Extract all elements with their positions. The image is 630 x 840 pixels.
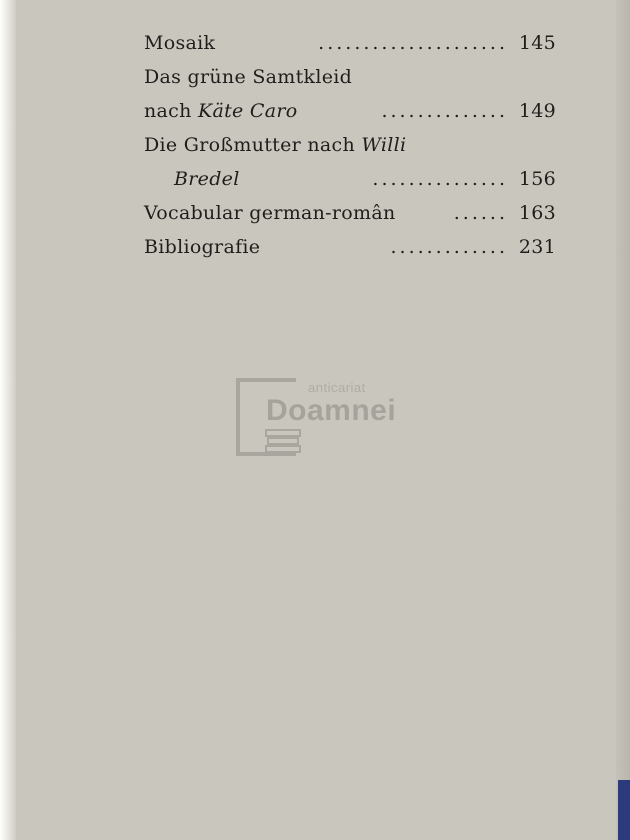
toc-entry-bibliografie (144, 230, 556, 264)
toc-entry-mosaik (144, 26, 556, 60)
toc-title (144, 128, 406, 162)
toc-entry-samtkleid-line1 (144, 60, 556, 94)
toc-leader-dots: ............... (372, 168, 508, 190)
toc-leader-dots: .............. (381, 100, 508, 122)
toc-entry-grossmutter-line2 (144, 162, 556, 196)
table-of-contents (144, 26, 556, 264)
toc-title: Mosaik (144, 32, 216, 54)
watermark-logo (236, 378, 406, 460)
toc-page-number: 163 (518, 202, 556, 224)
toc-leader-dots: ..................... (318, 32, 508, 54)
cover-corner (618, 780, 630, 840)
toc-author: Käte Caro (197, 100, 298, 122)
page-left-edge (0, 0, 16, 840)
toc-title: Das grüne Samtkleid (144, 66, 353, 88)
toc-title (144, 94, 298, 128)
toc-page-number: 231 (518, 236, 556, 258)
toc-author: Willi (361, 134, 407, 156)
toc-leader-dots: ...... (453, 202, 508, 224)
toc-page-number: 149 (518, 100, 556, 122)
toc-author: Bredel (174, 168, 240, 190)
toc-title: Bibliografie (144, 236, 261, 258)
watermark-brand-text: Doamnei (266, 394, 397, 427)
toc-title-prefix: Die Großmutter nach (144, 134, 362, 156)
page-right-edge (616, 0, 630, 840)
toc-entry-samtkleid-line2 (144, 94, 556, 128)
toc-page-number: 156 (518, 168, 556, 190)
books-icon (264, 428, 302, 454)
toc-title-prefix: nach (144, 100, 198, 122)
watermark-small-text: anticariat (308, 380, 366, 395)
toc-leader-dots: ............. (390, 236, 508, 258)
toc-entry-grossmutter-line1 (144, 128, 556, 162)
toc-page-number: 145 (518, 32, 556, 54)
toc-title: Vocabular german-român (144, 202, 396, 224)
toc-entry-vocabular (144, 196, 556, 230)
